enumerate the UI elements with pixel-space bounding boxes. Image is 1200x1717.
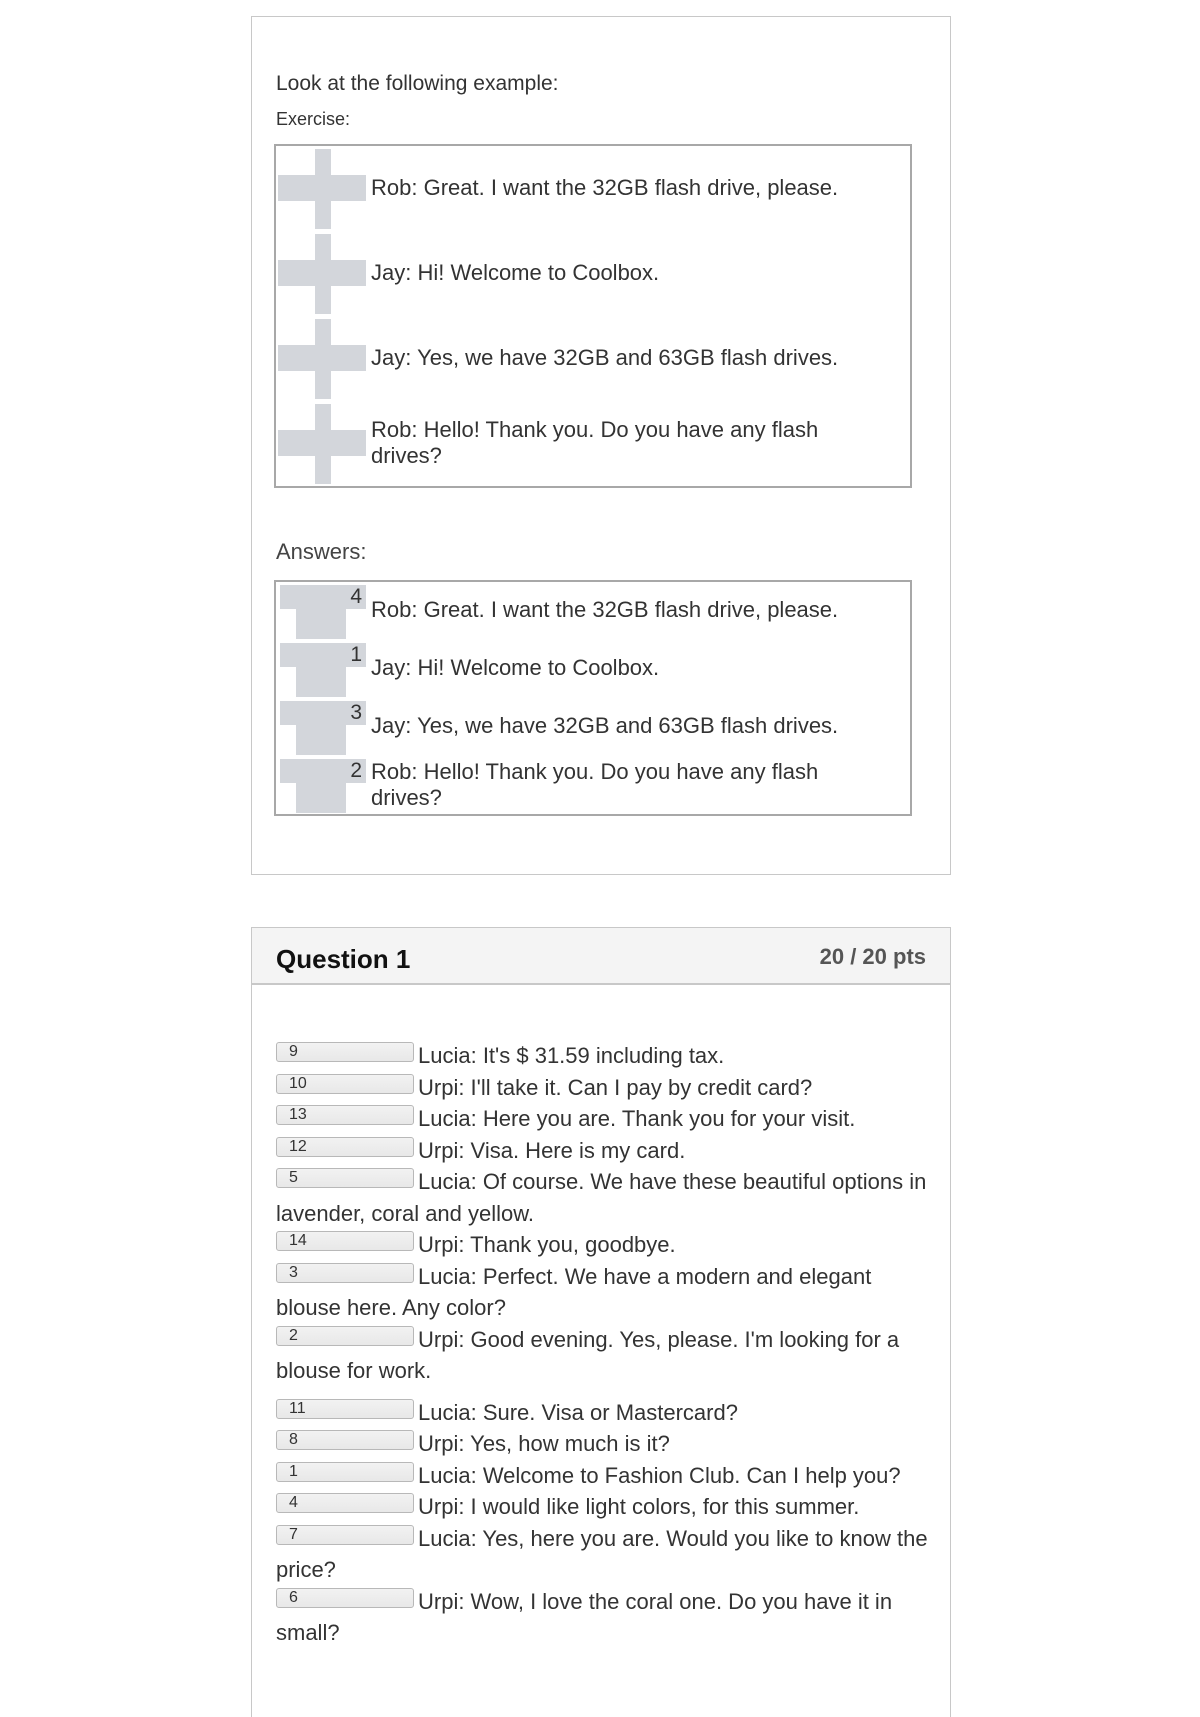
drag-handle-icon[interactable]: [278, 234, 368, 314]
order-input[interactable]: 7: [276, 1525, 414, 1545]
list-item: [276, 1229, 936, 1261]
answer-item-text: Jay: Yes, we have 32GB and 63GB flash drives.: [371, 713, 839, 738]
dialogue-line: Urpi: Visa. Here is my card.: [418, 1137, 686, 1163]
list-item: [276, 1428, 936, 1460]
question-header: [252, 928, 950, 985]
order-input[interactable]: 11: [276, 1399, 414, 1419]
exercise-box: [274, 144, 912, 488]
order-input[interactable]: 2: [276, 1326, 414, 1346]
drag-handle-icon[interactable]: [278, 404, 368, 484]
order-input[interactable]: 5: [276, 1168, 414, 1188]
order-input[interactable]: 12: [276, 1137, 414, 1157]
answers-label: Answers:: [276, 539, 367, 564]
dialogue-line: Lucia: Sure. Visa or Mastercard?: [418, 1399, 738, 1425]
order-input[interactable]: 10: [276, 1074, 414, 1094]
example-intro: Look at the following example:: [276, 72, 559, 95]
answer-order: 2: [350, 759, 362, 782]
exercise-item-text: Rob: Great. I want the 32GB flash drive, please.: [371, 175, 839, 200]
dialogue-line: Urpi: Good evening. Yes, please. I'm looking for a blouse for work.: [276, 1326, 900, 1383]
order-handle: [280, 759, 366, 813]
order-handle: [280, 643, 366, 697]
order-input[interactable]: 6: [276, 1588, 414, 1608]
exercise-label: Exercise:: [276, 109, 351, 129]
dialogue-line: Urpi: Wow, I love the coral one. Do you have it in small?: [276, 1588, 893, 1645]
order-handle: [280, 585, 366, 639]
dialogue-line: Lucia: Here you are. Thank you for your visit.: [418, 1106, 856, 1131]
list-item: [276, 1103, 936, 1135]
dialogue-line: Lucia: Welcome to Fashion Club. Can I help you?: [418, 1462, 901, 1488]
dialogue-line: Urpi: Yes, how much is it?: [418, 1431, 670, 1456]
list-item: [276, 1397, 936, 1429]
exercise-item-text: Jay: Hi! Welcome to Coolbox.: [371, 260, 660, 285]
dialogue-line: Lucia: Yes, here you are. Would you like to know the price?: [276, 1525, 928, 1582]
list-item: [276, 1460, 936, 1492]
list-item: [276, 1166, 936, 1229]
list-item: [276, 1586, 936, 1649]
list-item: [276, 1324, 936, 1387]
order-input[interactable]: 13: [276, 1105, 414, 1125]
question-answer-list: [276, 1040, 936, 1649]
list-item: [276, 1135, 936, 1167]
dialogue-line: Lucia: It's $ 31.59 including tax.: [418, 1043, 725, 1068]
order-input[interactable]: 1: [276, 1462, 414, 1482]
dialogue-line: Urpi: I would like light colors, for this summer.: [418, 1494, 860, 1519]
list-item: [276, 1523, 936, 1586]
order-handle: [280, 701, 366, 755]
dialogue-line: Lucia: Of course. We have these beautiful options in lavender, coral and yellow.: [276, 1169, 927, 1226]
dialogue-line: Lucia: Perfect. We have a modern and elegant blouse here. Any color?: [276, 1263, 872, 1320]
answer-order: 3: [350, 701, 362, 724]
answer-item-text: Rob: Great. I want the 32GB flash drive, please.: [371, 597, 839, 622]
order-input[interactable]: 9: [276, 1042, 414, 1062]
exercise-item-text: Jay: Yes, we have 32GB and 63GB flash drives.: [371, 345, 839, 370]
example-card: [251, 16, 951, 875]
question-card: [251, 927, 951, 1717]
answer-item-text: Jay: Hi! Welcome to Coolbox.: [371, 655, 660, 680]
answers-box: [274, 580, 912, 816]
answer-order: 1: [350, 643, 362, 666]
question-title: Question 1: [276, 944, 411, 974]
dialogue-line: Urpi: I'll take it. Can I pay by credit card?: [418, 1074, 813, 1100]
answer-order: 4: [350, 585, 362, 608]
question-points: 20 / 20 pts: [819, 944, 926, 969]
list-item: [276, 1040, 936, 1072]
list-item: [276, 1491, 936, 1523]
drag-handle-icon[interactable]: [278, 149, 368, 229]
list-item: [276, 1072, 936, 1104]
drag-handle-icon[interactable]: [278, 319, 368, 399]
order-input[interactable]: 8: [276, 1430, 414, 1450]
exercise-item-text: Rob: Hello! Thank you. Do you have any flash drives?: [371, 417, 819, 468]
order-input[interactable]: 14: [276, 1231, 414, 1251]
order-input[interactable]: 3: [276, 1263, 414, 1283]
list-item: [276, 1261, 936, 1324]
answer-item-text: Rob: Hello! Thank you. Do you have any flash drives?: [371, 759, 819, 810]
dialogue-line: Urpi: Thank you, goodbye.: [418, 1232, 676, 1257]
order-input[interactable]: 4: [276, 1493, 414, 1513]
